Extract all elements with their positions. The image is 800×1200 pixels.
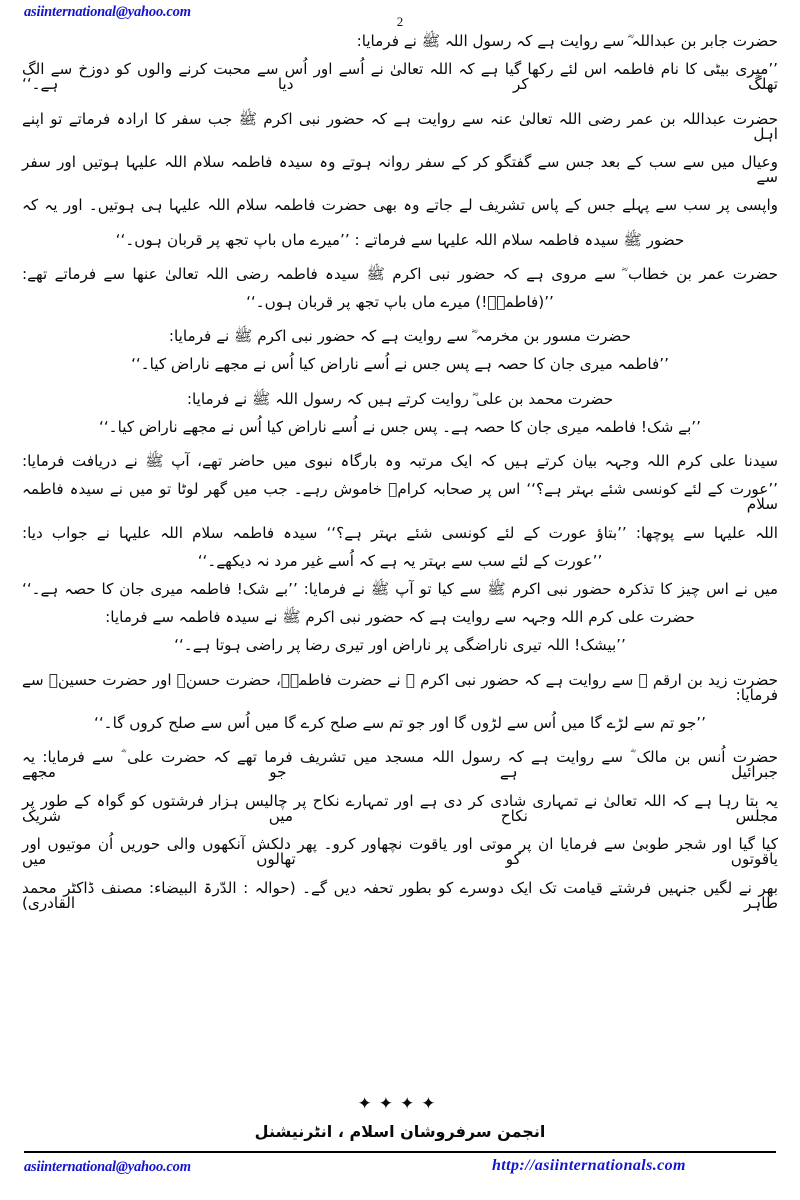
narration-paragraph bbox=[22, 34, 778, 93]
narration-line: حضرت محمد بن علی ؓ روایت کرتے ہیں کہ رسول اللہ ﷺ نے فرمایا: bbox=[186, 389, 614, 408]
narration-line: حضرت عمر بن خطاب ؓ سے مروی ہے کہ حضور نبی اکرم ﷺ سیدہ فاطمہ رضی اللہ تعالیٰ عنھا سے فرماتے تھے: bbox=[22, 264, 778, 283]
narration-line: ’’عورت کے لئے کونسی شئے بہتر ہے؟‘‘ اس پر صحابہ کرامؓ خاموش رہے۔ جب میں گھر لوٹا تو میں نے سیدہ فاطمہ سلام bbox=[22, 480, 778, 514]
narration-line: ’’بیشک! اللہ تیری ناراضگی پر ناراض اور تیری رضا پر راضی ہوتا ہے۔‘‘ bbox=[174, 636, 626, 655]
star-ornament-icon: ✦ bbox=[357, 1094, 379, 1114]
narration-line: حضرت جابر بن عبداللہ ؓ سے روایت ہے کہ رسول اللہ ﷺ نے فرمایا: bbox=[356, 32, 778, 50]
paragraph-spacer bbox=[22, 654, 778, 673]
narration-line: سیدنا علی کرم اللہ وجہہ بیان کرتے ہیں کہ ایک مرتبہ وہ بارگاہ نبوی میں حاضر تھے، آپ ﷺ نے دریافت فرمایا: bbox=[22, 452, 778, 471]
narration-paragraph bbox=[22, 109, 778, 215]
narration-line: حضور ﷺ سیدہ فاطمہ سلام اللہ علیہا سے فرماتے : ’’میرے ماں باپ تجھ پر قربان ہوں۔‘‘ bbox=[115, 230, 685, 249]
narration-line: یہ بتا رہا ہے کہ اللہ تعالیٰ نے تمہاری شادی کر دی ہے اور تمہارے نکاح پر چالیس ہزار فرشتوں کو گواہ کے طور پر مجلس نکاح میں شریک bbox=[22, 791, 778, 825]
narration-line-with-citation bbox=[22, 878, 778, 912]
narration-paragraph bbox=[22, 750, 778, 911]
narration-paragraph bbox=[22, 389, 778, 436]
star-ornament-icon: ✦ bbox=[400, 1094, 422, 1114]
paragraph-spacer bbox=[22, 373, 778, 392]
narration-line: حضرت زید بن ارقم ؓ سے روایت ہے کہ حضور نبی اکرم ﷺ نے حضرت فاطمہؓ، حضرت حسنؓ اور حضرت حسینؓ سے فرمایا: bbox=[22, 670, 778, 704]
narration-line: واپسی پر سب سے پہلے جس کے پاس تشریف لے جاتے وہ بھی حضرت فاطمہ سلام اللہ علیہا ہی ہوتیں۔ اور یہ کہ bbox=[22, 196, 778, 215]
star-ornament-icon: ✦ bbox=[378, 1094, 400, 1114]
footer-email-address[interactable]: asiinternational@yahoo.com bbox=[24, 1159, 191, 1175]
footer-website-url[interactable]: http://asiinternationals.com bbox=[492, 1157, 686, 1174]
star-ornament-icon: ✦ bbox=[421, 1094, 443, 1114]
paragraph-spacer bbox=[22, 93, 778, 112]
narration-line: حضرت علی کرم اللہ وجہہ سے روایت ہے کہ حضور نبی اکرم ﷺ نے سیدہ فاطمہ سے فرمایا: bbox=[105, 608, 695, 627]
footer-divider-rule bbox=[24, 1151, 776, 1153]
narration-line: کیا گیا اور شجر طوبیٰ سے فرمایا ان پر موتی اور یاقوت نچھاور کرو۔ پھر دلکش آنکھوں والی حوریں اُن موتیوں اور یاقوتوں کو تھالوں میں bbox=[22, 835, 778, 869]
narration-line: ’’(فاطمہؓ!) میرے ماں باپ تجھ پر قربان ہوں۔‘‘ bbox=[246, 293, 554, 312]
narration-paragraph bbox=[22, 582, 778, 597]
header-email-address: asiinternational@yahoo.com bbox=[24, 4, 191, 20]
narration-line: اللہ علیہا سے پوچھا: ’’بتاؤ عورت کے لئے کونسی شئے بہتر ہے؟‘‘ سیدہ فاطمہ سلام اللہ علیہا نے جواب دیا: bbox=[22, 523, 778, 542]
page-number: 2 bbox=[396, 14, 404, 29]
narration-line: میں نے اس چیز کا تذکرہ حضور نبی اکرم ﷺ سے کیا تو آپ ﷺ نے فرمایا: ’’بے شک! فاطمہ میری جان کا حصہ ہے۔‘‘ bbox=[22, 580, 778, 599]
page-header bbox=[0, 4, 800, 34]
narration-line: ’’میری بیٹی کا نام فاطمہ اس لئے رکھا گیا ہے کہ اللہ تعالیٰ نے اُسے اور اُس سے محبت کرنے والوں کو دوزخ سے الگ تھلگ کر دیا ہے۔‘‘ bbox=[22, 60, 778, 94]
narration-paragraph bbox=[22, 230, 778, 249]
narration-paragraph bbox=[22, 454, 778, 541]
narration-line: وعیال میں سے سب کے بعد جس سے گفتگو کر کے سفر روانہ ہوتے وہ سیدہ فاطمہ سلام اللہ علیہا ہوتیں اور سفر سے bbox=[22, 153, 778, 187]
document-body bbox=[22, 34, 778, 1089]
narration-line: ’’عورت کے لئے سب سے بہتر یہ ہے کہ اُسے غیر مرد نہ دیکھے۔‘‘ bbox=[197, 551, 603, 570]
narration-line: ’’جو تم سے لڑے گا میں اُس سے لڑوں گا اور جو تم سے صلح کرے گا میں اُس سے صلح کروں گا۔‘‘ bbox=[94, 714, 706, 733]
narration-paragraph bbox=[22, 670, 778, 733]
narration-line-tail: بھر نے لگیں جنہیں فرشتے قیامت تک ایک دوسرے کو بطور تحفہ دیں گے۔ bbox=[302, 878, 778, 897]
narration-line: ’’فاطمہ میری جان کا حصہ ہے پس جس نے اُسے ناراض کیا اُس نے مجھے ناراض کیا۔‘‘ bbox=[131, 355, 669, 374]
narration-paragraph bbox=[22, 551, 778, 570]
ornament-divider bbox=[0, 1096, 800, 1113]
narration-line: ’’بے شک! فاطمہ میری جان کا حصہ ہے۔ پس جس نے اُسے ناراض کیا اُس نے مجھے ناراض کیا۔‘‘ bbox=[99, 417, 701, 436]
source-citation: (حوالہ : الدّرۃ البیضاء: مصنف ڈاکٹر محمد طاہر القادری) bbox=[22, 878, 778, 912]
narration-paragraph bbox=[22, 610, 778, 653]
paragraph-spacer bbox=[22, 248, 778, 267]
narration-line: حضرت عبداللہ بن عمر رضی اللہ تعالیٰ عنہ سے روایت ہے کہ حضور نبی اکرم ﷺ جب سفر کا ارادہ فرماتے تو اپنے اہل bbox=[22, 109, 778, 143]
narration-paragraph bbox=[22, 264, 778, 312]
narration-line: حضرت مسور بن مخرمہ ؓ سے روایت ہے کہ حضور نبی اکرم ﷺ نے فرمایا: bbox=[168, 327, 632, 346]
narration-line: حضرت اُنس بن مالک ؓ سے روایت ہے کہ رسول اللہ مسجد میں تشریف فرما تھے کہ حضرت علی ؓ سے فرمایا: یہ جبرائیل ہے جو مجھے bbox=[22, 748, 778, 782]
page-footer bbox=[0, 1155, 800, 1185]
narration-paragraph bbox=[22, 329, 778, 372]
publisher-organization-name: انجمن سرفروشان اسلام ، انٹرنیشنل bbox=[254, 1122, 546, 1141]
paragraph-spacer bbox=[22, 214, 778, 233]
